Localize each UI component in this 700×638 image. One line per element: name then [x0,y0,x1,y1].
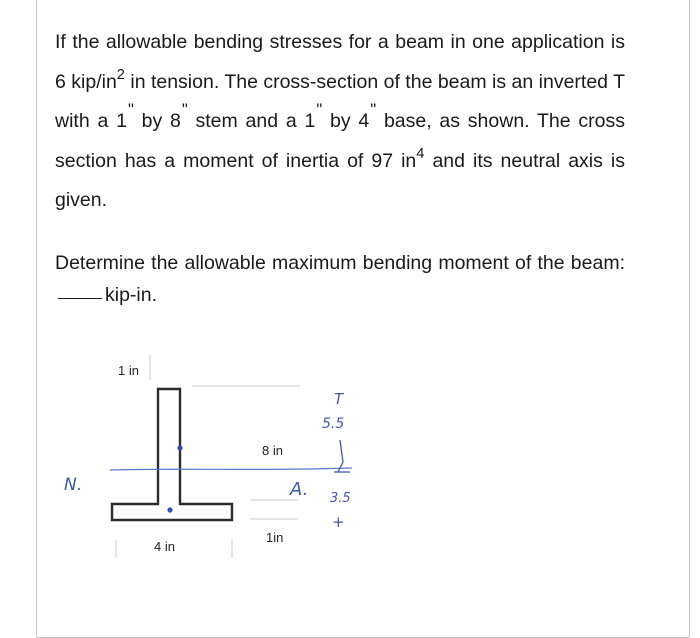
statement-text-6: base, as shown. The cross section has a moment of inertia of 97 in [55,110,625,172]
inertia-unit-exponent: 4 [416,145,425,162]
handwritten-dimension-marks [334,440,350,472]
neutral-axis-n-annotation: N. [64,475,83,495]
statement-text-2: in tension. The cross-section of the beam is an inverted T with a 1 [55,70,625,132]
bottom-distance-annotation: 3.5 [330,491,351,506]
top-arrow-annotation: T [334,390,344,408]
inch-mark: " [316,100,323,120]
statement-text-3: by 8 [133,110,181,132]
base-centroid-dot [167,507,172,512]
inch-mark: " [370,100,377,120]
statement-text-1: If the allowable bending stresses for a beam in one application is 6 kip/in [55,31,625,93]
stress-unit-exponent: 2 [116,66,125,83]
prompt-unit: kip-in. [105,283,158,306]
stem-height-label: 8 in [262,443,283,458]
inch-mark: " [181,100,188,120]
neutral-axis-a-annotation: A. [290,479,309,500]
stem-centroid-dot [177,445,182,450]
statement-text-7: and its neutral axis is given. [55,149,625,211]
base-width-label: 4 in [154,539,175,554]
bottom-arrow-annotation: + [332,513,345,531]
top-distance-annotation: 5.5 [322,416,345,432]
base-height-label: 1in [266,530,284,545]
inch-mark: " [127,100,134,120]
prompt-text: Determine the allowable maximum bending moment of the beam: [55,252,625,274]
neutral-axis-line [110,468,352,470]
statement-text-4: stem and a 1 [187,110,316,132]
t-section-outline [112,389,232,520]
stem-width-label: 1 in [118,363,139,378]
statement-text-5: by 4 [322,110,370,132]
